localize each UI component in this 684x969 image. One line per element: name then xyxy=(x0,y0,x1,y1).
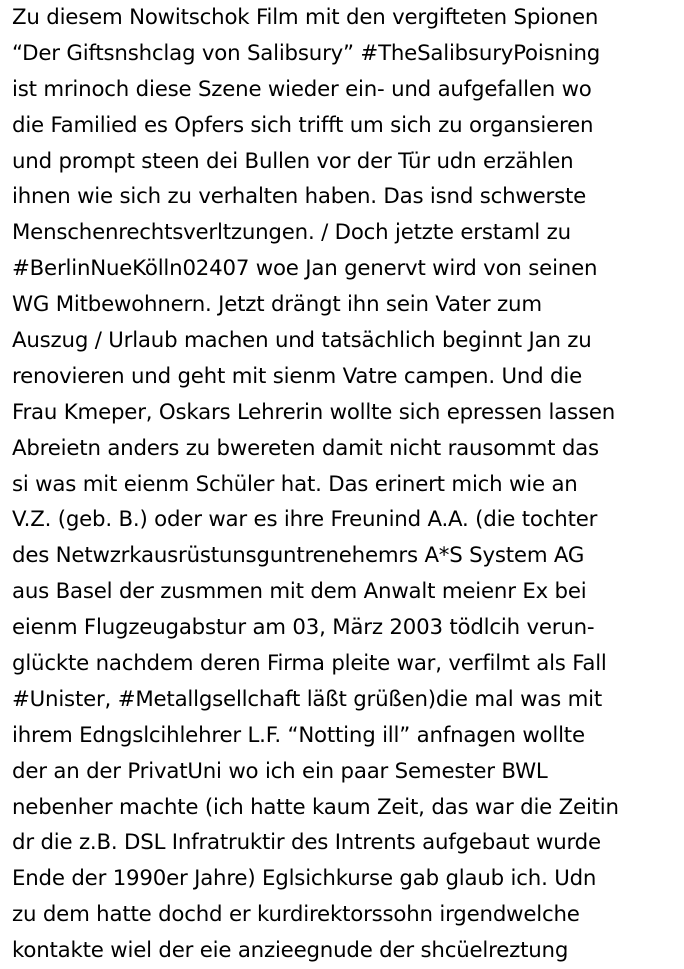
text-line: aus Basel der zusmmen mit dem Anwalt meienr Ex bei xyxy=(12,579,587,605)
text-line: glückte nachdem deren Firma pleite war, verfilmt als Fall xyxy=(12,651,607,677)
text-line: kontakte wiel der eie anzieegnude der shcüelreztung xyxy=(12,938,569,964)
text-line: eienm Flugzeugabstur am 03, März 2003 tödlcih verun- xyxy=(12,615,595,641)
text-line: dr die z.B. DSL Infratruktir des Intrents aufgebaut wurde xyxy=(12,830,601,856)
text-line: “Der Giftsnshclag von Salibsury” #TheSalibsuryPoisning xyxy=(12,40,601,66)
text-line: ihrem Edngslcihlehrer L.F. “Notting ill” anfnagen wollte xyxy=(12,722,585,748)
text-line: WG Mitbewohnern. Jetzt drängt ihn sein Vater zum xyxy=(12,292,542,318)
text-line: und prompt steen dei Bullen vor der Tür udn erzählen xyxy=(12,148,574,174)
text-line: Zu diesem Nowitschok Film mit den vergifteten Spionen xyxy=(12,5,599,30)
text-line: zu dem hatte dochd er kurdirektorssohn irgendwelche xyxy=(12,902,580,928)
text-line: V.Z. (geb. B.) oder war es ihre Freunind A.A. (die tochter xyxy=(12,507,598,533)
text-line: si was mit eienm Schüler hat. Das erinert mich wie an xyxy=(12,471,578,497)
text-line: der an der PrivatUni wo ich ein paar Semester BWL xyxy=(12,758,548,784)
text-line: ist mrinoch diese Szene wieder ein- und aufgefallen wo xyxy=(12,76,592,102)
text-line: Menschenrechtsverltzungen. / Doch jetzte erstaml zu xyxy=(12,220,571,246)
body-text xyxy=(12,0,684,969)
text-line: Auszug / Urlaub machen und tatsächlich beginnt Jan zu xyxy=(12,328,592,354)
text-line: renovieren und geht mit sienm Vatre campen. Und die xyxy=(12,363,582,389)
text-line: nebenher machte (ich hatte kaum Zeit, das war die Zeitin xyxy=(12,794,619,820)
text-line: Ende der 1990er Jahre) Eglsichkurse gab glaub ich. Udn xyxy=(12,866,597,892)
text-line: des Netwzrkausrüstunsguntrenehemrs A*S System AG xyxy=(12,543,585,569)
text-line: ihnen wie sich zu verhalten haben. Das isnd schwerste xyxy=(12,184,587,210)
text-line: #BerlinNueKölln02407 woe Jan genervt wird von seinen xyxy=(12,256,598,282)
text-line: Frau Kmeper, Oskars Lehrerin wollte sich epressen lassen xyxy=(12,399,616,425)
text-line: die Familied es Opfers sich trifft um sich zu organsieren xyxy=(12,112,594,138)
text-line: Abreietn anders zu bwereten damit nicht rausommt das xyxy=(12,435,599,461)
text-line: #Unister, #Metallgsellchaft läßt grüßen)die mal was mit xyxy=(12,686,603,712)
